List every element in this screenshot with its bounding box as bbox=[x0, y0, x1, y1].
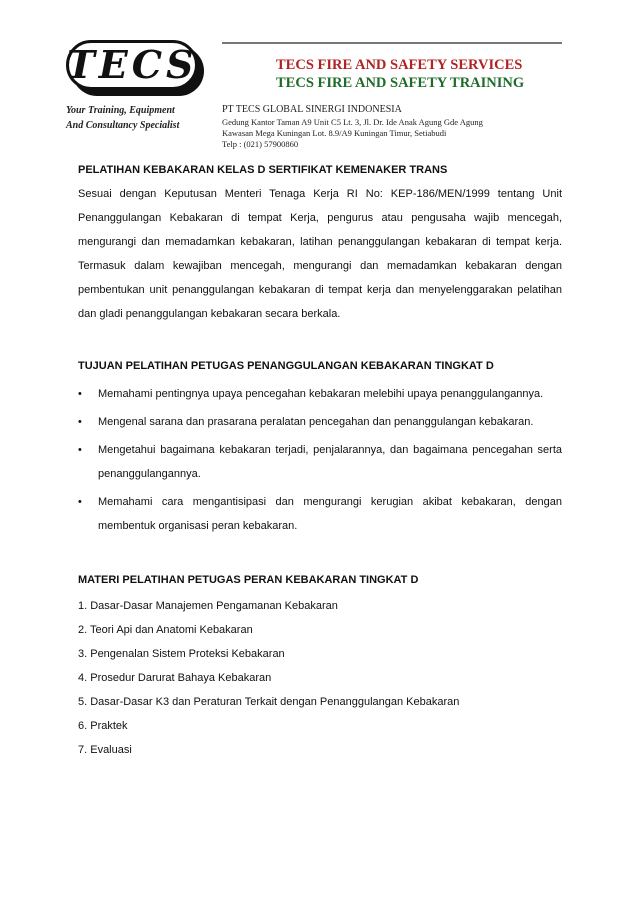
tagline bbox=[66, 103, 216, 133]
materi-list bbox=[78, 594, 562, 762]
list-item: 4. Prosedur Darurat Bahaya Kebakaran bbox=[78, 672, 272, 684]
list-item-text: Mengenal sarana dan prasarana peralatan pencegahan dan penanggulangan kebakaran. bbox=[98, 416, 534, 428]
section-heading-tujuan: TUJUAN PELATIHAN PETUGAS PENANGGULANGAN KEBAKARAN TINGKAT D bbox=[78, 360, 494, 372]
company-info bbox=[222, 102, 562, 150]
list-item-text: Mengetahui bagaimana kebakaran terjadi, penjalarannya, dan bagaimana pencegahan serta penanggulangannya. bbox=[98, 444, 562, 480]
address-line-1: Gedung Kantor Taman A9 Unit C5 Lt. 3, Jl. Dr. Ide Anak Agung Gde Agung bbox=[222, 117, 483, 127]
list-item bbox=[78, 438, 562, 486]
list-item: 1. Dasar-Dasar Manajemen Pengamanan Kebakaran bbox=[78, 600, 338, 612]
list-item-text: Memahami cara mengantisipasi dan mengurangi kerugian akibat kebakaran, dengan membentuk organisasi peran kebakaran. bbox=[98, 496, 562, 532]
logo-text: TECS bbox=[66, 42, 198, 87]
company-title bbox=[276, 56, 524, 92]
phone-line: Telp : (021) 57900860 bbox=[222, 139, 299, 149]
list-item bbox=[78, 410, 562, 434]
tujuan-list bbox=[78, 382, 562, 538]
list-item bbox=[78, 490, 562, 538]
company-name: PT TECS GLOBAL SINERGI INDONESIA bbox=[222, 104, 402, 115]
list-item: 5. Dasar-Dasar K3 dan Peraturan Terkait dengan Penanggulangan Kebakaran bbox=[78, 696, 460, 708]
list-item: 2. Teori Api dan Anatomi Kebakaran bbox=[78, 624, 253, 636]
address-line-2: Kawasan Mega Kuningan Lot. 8.9/A9 Kuningan Timur, Setiabudi bbox=[222, 128, 447, 138]
list-item: 6. Praktek bbox=[78, 720, 128, 732]
list-item bbox=[78, 382, 562, 406]
section-heading-pelatihan: PELATIHAN KEBAKARAN KELAS D SERTIFIKAT KEMENAKER TRANS bbox=[78, 164, 448, 176]
bullet-icon: • bbox=[78, 416, 82, 428]
bullet-icon: • bbox=[78, 496, 82, 508]
section-heading-materi: MATERI PELATIHAN PETUGAS PERAN KEBAKARAN TINGKAT D bbox=[78, 574, 419, 586]
header-divider bbox=[222, 42, 562, 44]
list-item: 3. Pengenalan Sistem Proteksi Kebakaran bbox=[78, 648, 285, 660]
tecs-logo bbox=[66, 40, 206, 98]
title-training: TECS FIRE AND SAFETY TRAINING bbox=[276, 75, 525, 91]
section-paragraph: Sesuai dengan Keputusan Menteri Tenaga Kerja RI No: KEP-186/MEN/1999 tentang Unit Penanggulangan Kebakaran di tempat Kerja, pengurus atau pengusaha wajib mencegah, mengurangi dan memadamkan kebakaran, latihan penanggulangan kebakaran di tempat kerja. Termasuk dalam kewajiban mencegah, mengurangi dan memadamkan kebakaran dengan pembentukan unit penanggulangan kebakaran di tempat kerja dan menyelenggarakan pelatihan dan gladi penanggulangan kebakaran secara berkala. bbox=[78, 188, 562, 320]
document-body bbox=[78, 162, 562, 762]
tagline-line-1: Your Training, Equipment bbox=[66, 105, 175, 116]
list-item-text: Memahami pentingnya upaya pencegahan kebakaran melebihi upaya penanggulangannya. bbox=[98, 388, 544, 400]
logo-badge bbox=[66, 40, 198, 90]
tagline-line-2: And Consultancy Specialist bbox=[66, 120, 180, 131]
bullet-icon: • bbox=[78, 388, 82, 400]
list-item: 7. Evaluasi bbox=[78, 744, 132, 756]
bullet-icon: • bbox=[78, 444, 82, 456]
title-services: TECS FIRE AND SAFETY SERVICES bbox=[276, 57, 523, 73]
